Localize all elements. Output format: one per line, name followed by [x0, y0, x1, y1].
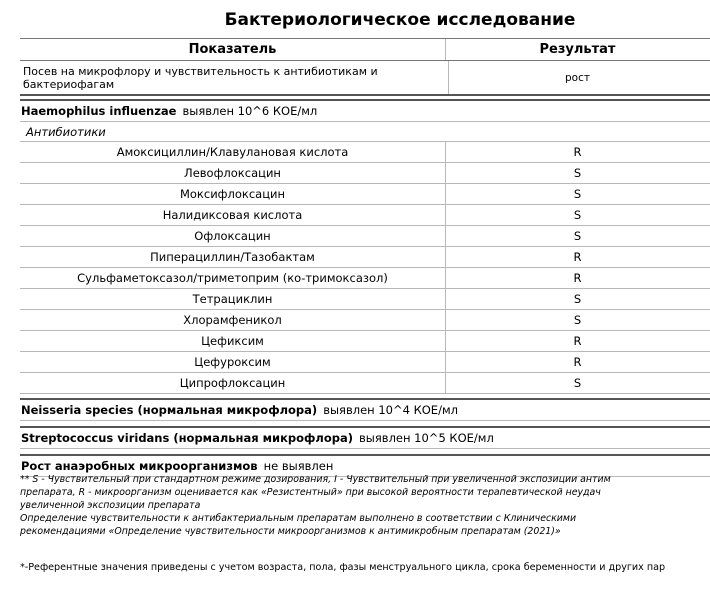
note-line: увеличенной экспозиции препарата	[20, 500, 201, 511]
antibiotic-row	[20, 184, 710, 205]
antibiotic-susceptibility: S	[573, 376, 582, 390]
antibiotic-susceptibility: R	[573, 145, 582, 159]
antibiotic-susceptibility: S	[573, 292, 582, 306]
antibiotic-susceptibility: R	[573, 271, 582, 285]
culture-row	[20, 61, 710, 96]
antibiotic-name: Ципрофлоксацин	[20, 373, 446, 393]
antibiotic-name: Цефуроксим	[20, 352, 446, 372]
antibiotic-name: Сульфаметоксазол/триметоприм (ко-тримоксазол)	[20, 268, 446, 288]
antibiotic-name: Пиперациллин/Тазобактам	[20, 247, 446, 267]
column-header-indicator: Показатель	[20, 39, 446, 60]
antibiotic-name: Налидиксовая кислота	[20, 205, 446, 225]
notes-block	[20, 473, 710, 538]
page-title: Бактериологическое исследование	[224, 10, 576, 30]
organism-name: Neisseria species (нормальная микрофлора)	[21, 403, 318, 417]
note-line: ** S - Чувствительный при стандартном режиме дозирования, I - Чувствительный при увеличенной экспозиции антим	[20, 474, 611, 485]
antibiotic-row	[20, 373, 710, 394]
antibiotic-row	[20, 310, 710, 331]
organism-result: выявлен 10^5 КОЕ/мл	[359, 431, 494, 445]
antibiotic-row	[20, 163, 710, 184]
antibiotic-susceptibility: R	[573, 355, 582, 369]
note-line: препарата, R - микроорганизм оценивается как «Резистентный» при высокой вероятности терапевтической неудач	[20, 487, 601, 498]
antibiotic-row	[20, 247, 710, 268]
antibiotic-name: Левофлоксацин	[20, 163, 446, 183]
organism-row-streptococcus	[20, 426, 710, 449]
antibiotic-susceptibility: S	[573, 166, 582, 180]
antibiotic-susceptibility: S	[573, 229, 582, 243]
organism-name: Haemophilus influenzae	[21, 104, 177, 118]
antibiotic-susceptibility: S	[573, 187, 582, 201]
culture-test-name: Посев на микрофлору и чувствительность к антибиотикам и бактериофагам	[20, 61, 449, 94]
antibiotic-susceptibility: R	[573, 250, 582, 264]
antibiotic-name: Тетрациклин	[20, 289, 446, 309]
footer-note: *-Референтные значения приведены с учетом возраста, пола, фазы менструального цикла, срока беременности и других пар	[20, 562, 666, 573]
antibiotic-row	[20, 331, 710, 352]
results-table	[20, 38, 710, 477]
antibiotics-label: Антибиотики	[20, 122, 710, 142]
organism-name: Рост анаэробных микроорганизмов	[21, 459, 258, 473]
antibiotic-row	[20, 352, 710, 373]
culture-result: рост	[565, 71, 590, 84]
antibiotic-name: Моксифлоксацин	[20, 184, 446, 204]
antibiotic-susceptibility: R	[573, 334, 582, 348]
organism-result: выявлен 10^4 КОЕ/мл	[323, 403, 458, 417]
antibiotic-row	[20, 205, 710, 226]
antibiotic-susceptibility: S	[573, 208, 582, 222]
antibiotic-name: Офлоксацин	[20, 226, 446, 246]
antibiotic-row	[20, 142, 710, 163]
note-line: Определение чувствительности к антибактериальным препаратам выполнено в соответствии с Клиническими	[20, 513, 577, 524]
organism-row-haemophilus	[20, 99, 710, 122]
table-header	[20, 38, 710, 61]
antibiotic-name: Хлорамфеникол	[20, 310, 446, 330]
organism-result: не выявлен	[263, 459, 334, 473]
antibiotic-row	[20, 268, 710, 289]
column-header-result: Результат	[539, 42, 616, 57]
antibiotic-list	[20, 142, 710, 394]
antibiotic-susceptibility: S	[573, 313, 582, 327]
antibiotic-name: Цефиксим	[20, 331, 446, 351]
antibiotic-name: Амоксициллин/Клавулановая кислота	[20, 142, 446, 162]
organism-row-neisseria	[20, 398, 710, 421]
antibiotic-row	[20, 289, 710, 310]
organism-name: Streptococcus viridans (нормальная микрофлора)	[21, 431, 354, 445]
note-line: рекомендациями «Определение чувствительности микроорганизмов к антимикробным препаратам (2021)»	[20, 526, 561, 537]
organism-result: выявлен 10^6 КОЕ/мл	[182, 104, 318, 118]
antibiotic-row	[20, 226, 710, 247]
